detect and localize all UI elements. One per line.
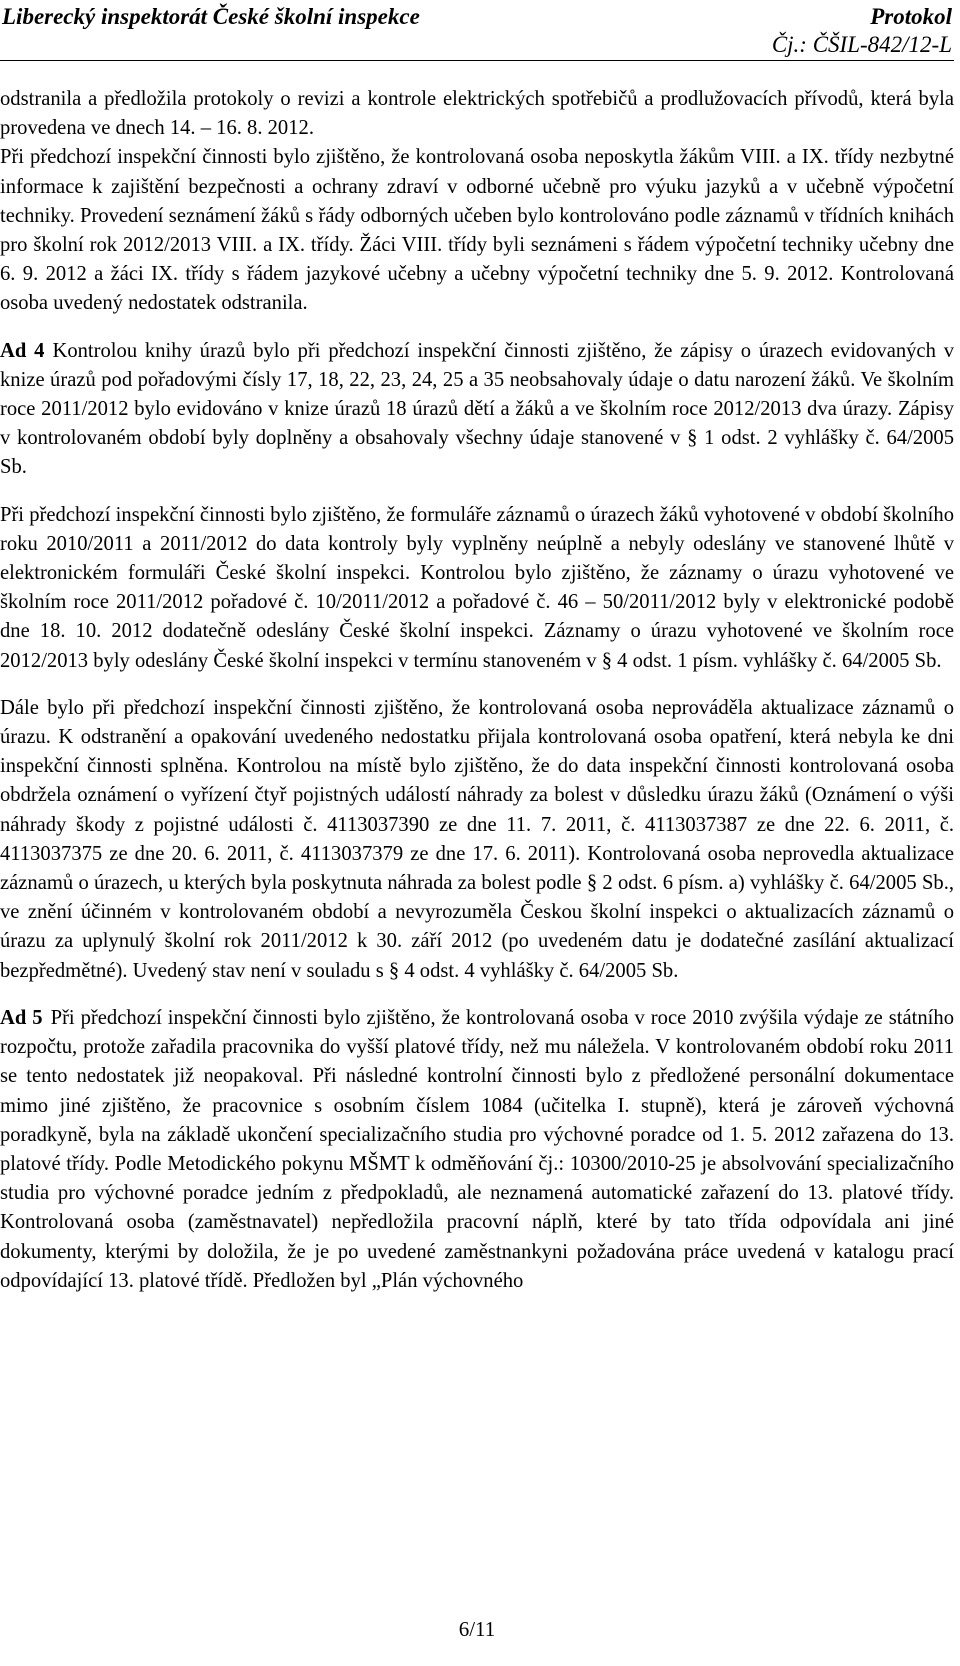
paragraph-text: Při předchozí inspekční činnosti bylo zjištěno, že kontrolovaná osoba v roce 2010 zvýšila výdaje ze státního rozpočtu, protože zařadila pracovnika do vyšší platové třídy, než mu náležela. V kontrolovaném období roku 2011 se tento nedostatek již neopakoval. Při následné kontrolní činnosti bylo z předložené personální dokumentace mimo jiné zjištěno, že pracovnice s osobním číslem 1084 (učitelka I. stupně), která je zároveň výchovná poradkyně, byla na základě ukončení specializačního studia pro výchovné poradce od 1. 5. 2012 zařazena do 13. platové třídy. Podle Metodického pokynu MŠMT k odměňování čj.: 10300/2010-25 je absolvování specializačního studia pro výchovné poradce jedním z předpokladů, ale neznamená automatické zařazení do 13. platové třídy. Kontrolovaná osoba (zaměstnavatel) nepředložila pracovní náplň, které by tato třída odpovídala ani jiné dokumenty, kterými by doložila, že je po uvedené zaměstnankyni požadována práce uvedená v katalogu prací odpovídající 13. platové třídě. Předložen byl „Plán výchovného bbox=[0, 1006, 954, 1292]
paragraph-text: odstranila a předložila protokoly o revizi a kontrole elektrických spotřebičů a prodlužovacích přívodů, která byla provedena ve dnech 14. – 16. 8. 2012. bbox=[0, 88, 954, 140]
paragraph-2 bbox=[0, 143, 954, 318]
header-reference: Čj.: ČŠIL-842/12-L bbox=[771, 32, 952, 57]
page-number: 6/11 bbox=[458, 1617, 496, 1641]
paragraph-text: Dále bylo při předchozí inspekční činnosti zjištěno, že kontrolovaná osoba neprováděla aktualizace záznamů o úrazu. K odstranění a opakování uvedeného nedostatku přijala kontrolovaná osoba opatření, která nebyla ke dni inspekční činnosti splněna. Kontrolou na místě bylo zjištěno, že do data inspekční činnosti kontrolovaná osoba obdržela oznámení o vyřízení čtyř pojistných událostí náhrady za bolest v důsledku úrazu žáků (Oznámení o výši náhrady škody z pojistné události č. 4113037390 ze dne 11. 7. 2011, č. 4113037387 ze dne 22. 6. 2011, č. 4113037375 ze dne 20. 6. 2011, č. 4113037379 ze dne 17. 6. 2011). Kontrolovaná osoba neprovedla aktualizace záznamů o úrazech, u kterých byla poskytnuta náhrada za bolest podle § 2 odst. 6 písm. a) vyhlášky č. 64/2005 Sb., ve znění účinném v kontrolovaném období a nevyrozuměla Českou školní inspekci o aktualizacích záznamů o úrazu za uplynulý školní rok 2011/2012 k 30. září 2012 (po uvedeném datu je dodatečné zasílání aktualizací bezpředmětné). Uvedený stav není v souladu s § 4 odst. 4 vyhlášky č. 64/2005 Sb. bbox=[0, 696, 954, 982]
paragraph-ad5 bbox=[0, 1004, 954, 1296]
paragraph-1 bbox=[0, 85, 954, 143]
header-doc-type: Protokol bbox=[870, 4, 952, 29]
paragraph-text: Kontrolou knihy úrazů bylo při předchozí inspekční činnosti zjištěno, že zápisy o úrazech evidovaných v knize úrazů pod pořadovými čísly 17, 18, 22, 23, 24, 25 a 35 neobsahovaly údaje o datu narození žáků. Ve školním roce 2011/2012 bylo evidováno v knize úrazů 18 úrazů dětí a žáků a ve školním roce 2012/2013 dva úrazy. Zápisy v kontrolovaném období byly doplněny a obsahovaly všechny údaje stanovené v § 1 odst. 2 vyhlášky č. 64/2005 Sb. bbox=[0, 339, 954, 479]
paragraph-4 bbox=[0, 501, 954, 676]
document-body bbox=[0, 85, 954, 1314]
paragraph-text: Při předchozí inspekční činnosti bylo zjištěno, že kontrolovaná osoba neposkytla žákům VIII. a IX. třídy nezbytné informace k zajištění bezpečnosti a ochrany zdraví v odborné učebně pro výuku jazyků a v učebně výpočetní techniky. Provedení seznámení žáků s řády odborných učeben bylo kontrolováno podle záznamů v třídních knihách pro školní rok 2012/2013 VIII. a IX. třídy. Žáci VIII. třídy byli seznámeni s řádem výpočetní techniky učebny dne 6. 9. 2012 a žáci IX. třídy s řádem jazykové učebny a učebny výpočetní techniky dne 5. 9. 2012. Kontrolovaná osoba uvedený nedostatek odstranila. bbox=[0, 146, 954, 315]
section-label: Ad 4 bbox=[0, 339, 45, 362]
header-institution: Liberecký inspektorát České školní inspekce bbox=[2, 4, 420, 29]
paragraph-ad4 bbox=[0, 337, 954, 483]
paragraph-5 bbox=[0, 694, 954, 986]
section-label: Ad 5 bbox=[0, 1006, 43, 1029]
paragraph-text: Při předchozí inspekční činnosti bylo zjištěno, že formuláře záznamů o úrazech žáků vyhotovené v období školního roku 2010/2011 a 2011/2012 do data kontroly byly vyplněny neúplně a nebyly odeslány ve stanovené lhůtě v elektronickém formuláři České školní inspekci. Kontrolou bylo zjištěno, že záznamy o úrazu vyhotovené ve školním roce 2011/2012 pořadové č. 10/2011/2012 a pořadové č. 46 – 50/2011/2012 byly v elektronické podobě dne 18. 10. 2012 dodatečně odeslány České školní inspekci. Záznamy o úrazu vyhotovené ve školním roce 2012/2013 byly odeslány České školní inspekci v termínu stanoveném v § 4 odst. 1 písm. vyhlášky č. 64/2005 Sb. bbox=[0, 503, 954, 672]
page-header bbox=[0, 4, 954, 61]
